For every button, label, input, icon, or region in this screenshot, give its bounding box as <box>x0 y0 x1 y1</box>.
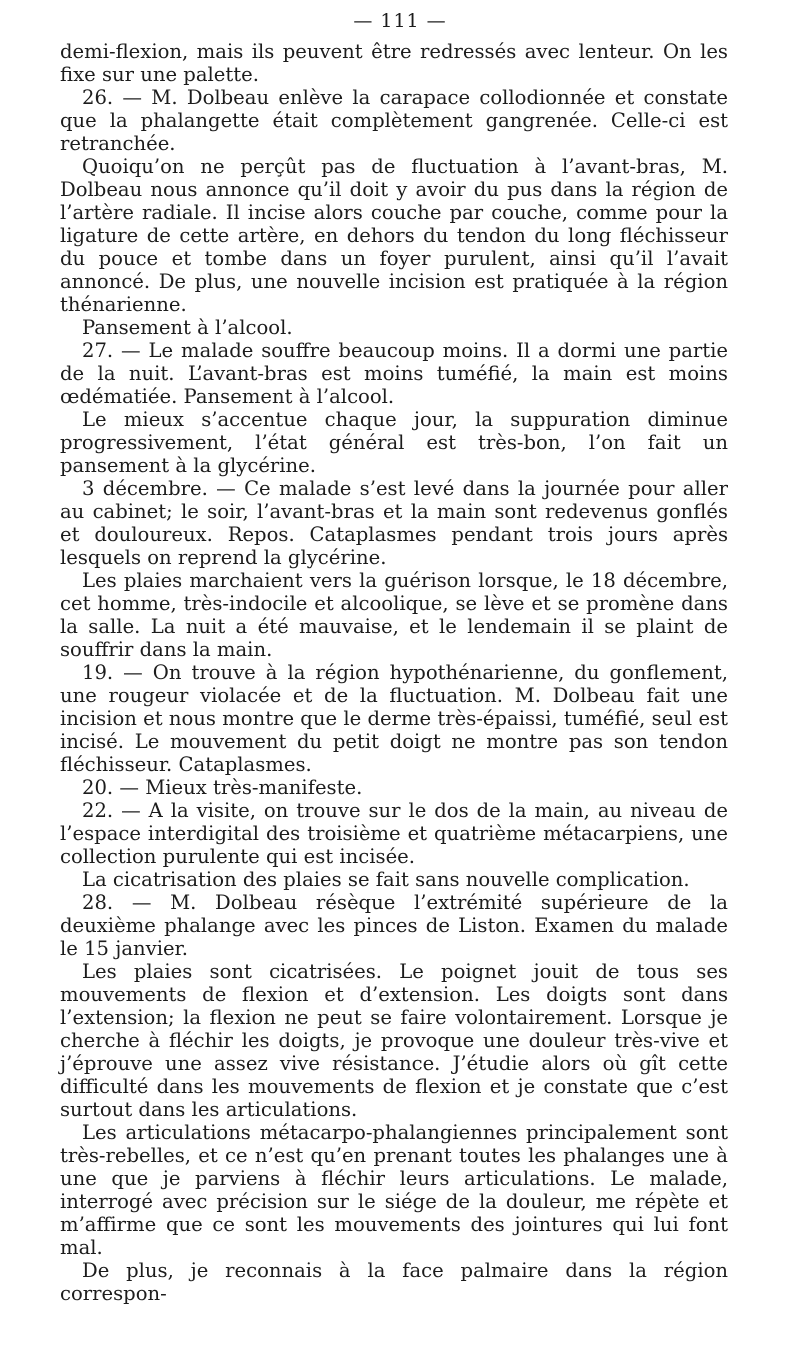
paragraph: 27. — Le malade souffre beaucoup moins. Il a dormi une partie de la nuit. L’avant-bras est moins tuméfié, la main est moins œdématiée. Pansement à l’alcool. <box>60 339 728 408</box>
paragraph: 3 décembre. — Ce malade s’est levé dans la journée pour aller au cabinet; le soir, l’avant-bras et la main sont redevenus gonflés et douloureux. Repos. Cataplasmes pendant trois jours après lesquels on reprend la glycérine. <box>60 477 728 569</box>
paragraph: 20. — Mieux très-manifeste. <box>82 776 363 799</box>
paragraph: La cicatrisation des plaies se fait sans nouvelle complication. <box>82 868 690 891</box>
paragraph: 22. — A la visite, on trouve sur le dos de la main, au niveau de l’espace interdigital des troisième et quatrième métacarpiens, une collection purulente qui est incisée. <box>60 799 728 868</box>
paragraph: Les articulations métacarpo-phalangiennes principalement sont très-rebelles, et ce n’est qu’en prenant toutes les phalanges une à une que je parviens à fléchir leurs articulations. Le malade, interrogé avec précision sur le siége de la douleur, me répète et m’affirme que ce sont les mouvements des jointures qui lui font mal. <box>60 1121 728 1259</box>
paragraph: demi-flexion, mais ils peuvent être redressés avec lenteur. On les fixe sur une palette. <box>60 40 728 86</box>
paragraph: 19. — On trouve à la région hypothénarienne, du gonflement, une rougeur violacée et de la fluctuation. M. Dolbeau fait une incision et nous montre que le derme très-épaissi, tuméfié, seul est incisé. Le mouvement du petit doigt ne montre pas son tendon fléchisseur. Cataplasmes. <box>60 661 728 776</box>
page-number: — 111 — <box>353 10 447 32</box>
body-text <box>60 40 728 1305</box>
paragraph: 26. — M. Dolbeau enlève la carapace collodionnée et constate que la phalangette était complètement gangrenée. Celle-ci est retranchée. <box>60 86 728 155</box>
paragraph: 28. — M. Dolbeau résèque l’extrémité supérieure de la deuxième phalange avec les pinces de Liston. Examen du malade le 15 janvier. <box>60 891 728 960</box>
paragraph: De plus, je reconnais à la face palmaire dans la région correspon- <box>60 1259 728 1305</box>
paragraph: Les plaies sont cicatrisées. Le poignet jouit de tous ses mouvements de flexion et d’extension. Les doigts sont dans l’extension; la flexion ne peut se faire volontairement. Lorsque je cherche à fléchir les doigts, je provoque une douleur très-vive et j’éprouve une assez vive résistance. J’étudie alors où gît cette difficulté dans les mouvements de flexion et je constate que c’est surtout dans les articulations. <box>60 960 728 1121</box>
paragraph: Le mieux s’accentue chaque jour, la suppuration diminue progressivement, l’état général est très-bon, l’on fait un pansement à la glycérine. <box>60 408 728 477</box>
paragraph: Quoiqu’on ne perçût pas de fluctuation à l’avant-bras, M. Dolbeau nous annonce qu’il doit y avoir du pus dans la région de l’artère radiale. Il incise alors couche par couche, comme pour la ligature de cette artère, en dehors du tendon du long fléchisseur du pouce et tombe dans un foyer purulent, ainsi qu’il l’avait annoncé. De plus, une nouvelle incision est pratiquée à la région thénarienne. <box>60 155 728 316</box>
paragraph: Pansement à l’alcool. <box>82 316 293 339</box>
paragraph: Les plaies marchaient vers la guérison lorsque, le 18 décembre, cet homme, très-indocile et alcoolique, se lève et se promène dans la salle. La nuit a été mauvaise, et le lendemain il se plaint de souffrir dans la main. <box>60 569 728 661</box>
